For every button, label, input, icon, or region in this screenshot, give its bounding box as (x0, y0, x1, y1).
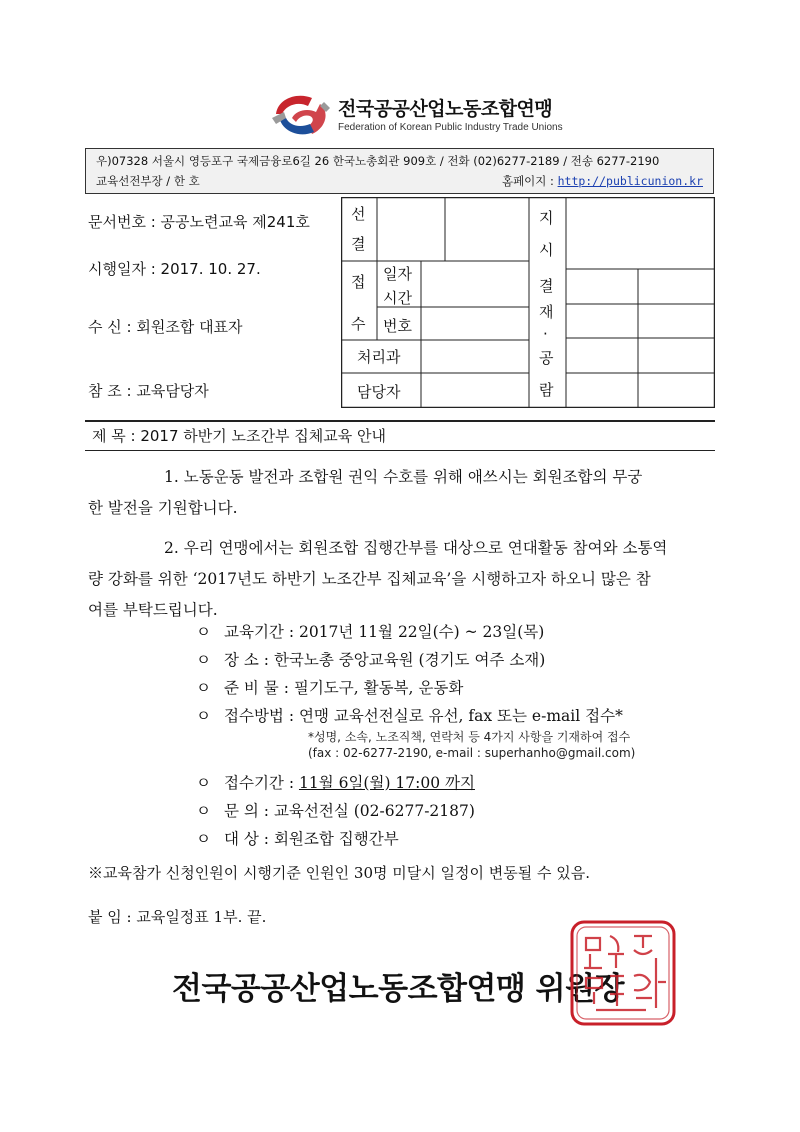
approval-label-ram: 람 (539, 381, 554, 399)
homepage-line (502, 173, 703, 189)
detail-text: 준 비 물 : 필기도구, 활동복, 운동화 (224, 679, 464, 697)
detail-bullet: ㅇ (196, 623, 211, 641)
paragraph-1-line-2: 한 발전을 기원합니다. (88, 499, 238, 517)
header-logo (268, 88, 568, 140)
reference: 참 조 : 교육담당자 (88, 382, 209, 400)
subject-bottom-rule (85, 450, 715, 451)
attachment-line: 붙 임 : 교육일정표 1부. 끝. (88, 908, 267, 926)
paragraph-1-line-1: 1. 노동운동 발전과 조합원 권익 수호를 위해 애쓰시는 회원조합의 무궁 (164, 468, 643, 486)
letterhead-contact-box (85, 148, 714, 194)
approval-label-gyeol2: 결 (539, 277, 554, 295)
detail-text-prefix: 접수기간 : (224, 774, 299, 792)
detail-bullet: ㅇ (196, 651, 211, 669)
issue-date: 시행일자 : 2017. 10. 27. (88, 260, 261, 278)
detail-period (196, 620, 544, 642)
approval-label-cheorigwa: 처리과 (357, 348, 401, 366)
detail-bullet: ㅇ (196, 679, 211, 697)
approval-label-seon: 선 (351, 205, 366, 223)
detail-bullet: ㅇ (196, 774, 211, 792)
detail-target (196, 827, 399, 849)
approval-label-damdangja: 담당자 (357, 383, 401, 401)
approval-label-su: 수 (351, 315, 366, 333)
doc-number: 문서번호 : 공공노련교육 제241호 (88, 213, 310, 231)
paragraph-2-line-2: 량 강화를 위한 ‘2017년도 하반기 노조간부 집체교육’을 시행하고자 하오니 많은 참 (88, 570, 651, 588)
federation-logo-icon (268, 88, 332, 140)
detail-supplies (196, 676, 463, 698)
deadline-date: 11월 6일(월) 17:00 까지 (298, 774, 475, 792)
footer-note: ※교육참가 신청인원이 시행기준 인원인 30명 미달시 일정이 변동될 수 있음. (88, 864, 590, 882)
paragraph-2-line-1: 2. 우리 연맹에서는 회원조합 집행간부를 대상으로 연대활동 참여와 소통역 (164, 539, 668, 557)
approval-label-ilja: 일자 (383, 265, 412, 283)
detail-text: 교육기간 : 2017년 11월 22일(수) ~ 23일(목) (224, 623, 545, 641)
approval-label-ji: 지 (539, 209, 554, 227)
official-seal-stamp (568, 918, 678, 1028)
method-note-line-1: *성명, 소속, 노조직책, 연락처 등 4가지 사항을 기재하여 접수 (308, 730, 631, 744)
subject-line: 제 목 : 2017 하반기 노조간부 집체교육 안내 (92, 427, 386, 445)
subject-top-rule (85, 420, 715, 422)
detail-bullet: ㅇ (196, 802, 211, 820)
signature-line: 전국공공산업노동조합연맹 위원장 (172, 971, 624, 1007)
approval-label-dot: · (543, 325, 548, 343)
detail-text: 문 의 : 교육선전실 (02-6277-2187) (224, 802, 475, 820)
approval-label-jae: 재 (539, 303, 554, 321)
approval-table (341, 197, 715, 408)
address-line: 우)07328 서울시 영등포구 국제금융로6길 26 한국노총회관 909호 / 전화 (02)6277-2189 / 전송 6277-2190 (96, 154, 660, 168)
detail-inquiry (196, 799, 475, 821)
paragraph-2-line-3: 여를 부탁드립니다. (88, 601, 218, 619)
homepage-label: 홈페이지 : (501, 174, 558, 188)
approval-label-jeop: 접 (351, 273, 366, 291)
org-name-english: Federation of Korean Public Industry Trade Unions (338, 122, 563, 133)
approval-label-beonho: 번호 (383, 317, 412, 335)
approval-label-gong: 공 (539, 349, 554, 367)
detail-text: 대 상 : 회원조합 집행간부 (224, 830, 399, 848)
detail-location (196, 648, 545, 670)
detail-method (196, 704, 623, 726)
detail-text: 장 소 : 한국노총 중앙교육원 (경기도 여주 소재) (224, 651, 546, 669)
homepage-link[interactable]: http://publicunion.kr (557, 174, 703, 188)
method-note-line-2: (fax : 02-6277-2190, e-mail : superhanho@gmail.com) (308, 746, 636, 760)
org-name-korean: 전국공공산업노동조합연맹 (338, 98, 553, 120)
detail-text: 접수방법 : 연맹 교육선전실로 유선, fax 또는 e-mail 접수* (224, 707, 623, 725)
approval-label-si: 시 (539, 241, 554, 259)
detail-bullet: ㅇ (196, 707, 211, 725)
approval-label-sigan: 시간 (383, 289, 412, 307)
detail-bullet: ㅇ (196, 830, 211, 848)
detail-deadline (196, 771, 475, 793)
department-line: 교육선전부장 / 한 호 (96, 174, 200, 188)
approval-label-gyeol: 결 (351, 235, 366, 253)
recipient: 수 신 : 회원조합 대표자 (88, 318, 243, 336)
